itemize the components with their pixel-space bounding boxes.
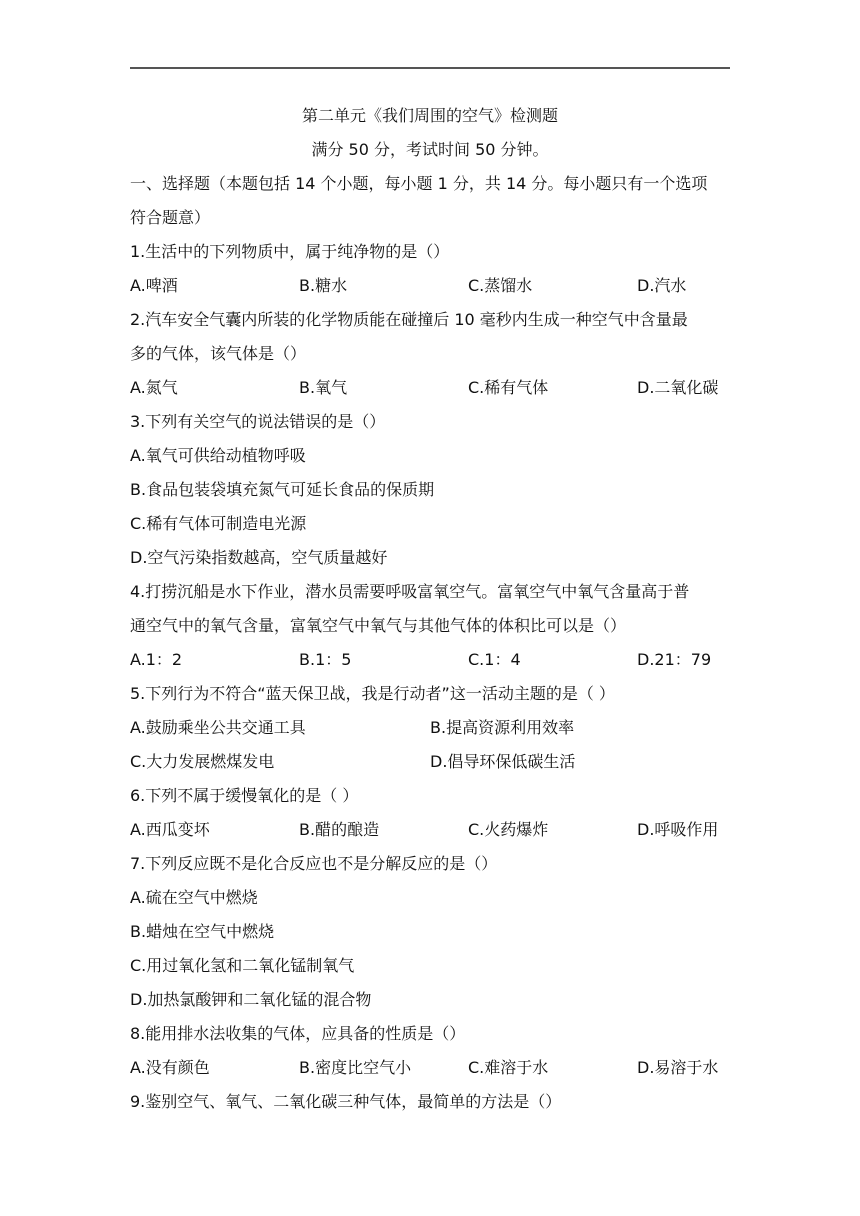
document-body (130, 101, 730, 1121)
option-c: C.蒸馏水 (468, 276, 533, 295)
question-7: 7.下列反应既不是化合反应也不是分解反应的是（） (130, 854, 498, 873)
option-d: D.加热氯酸钾和二氧化锰的混合物 (130, 990, 372, 1009)
option-a: A.硫在空气中燃烧 (130, 888, 258, 907)
exam-info: 满分 50 分，考试时间 50 分钟。 (311, 140, 549, 159)
option-a: A.没有颜色 (130, 1058, 210, 1077)
option-b: B.提高资源利用效率 (430, 718, 575, 737)
question-6: 6.下列不属于缓慢氧化的是（ ） (130, 786, 359, 805)
section-heading-cont: 符合题意） (130, 208, 211, 227)
question-8: 8.能用排水法收集的气体，应具备的性质是（） (130, 1024, 466, 1043)
question-5-options-row1 (130, 713, 730, 747)
option-b: B.密度比空气小 (299, 1058, 412, 1077)
option-a: A.1：2 (130, 650, 183, 669)
option-c: C.火药爆炸 (468, 820, 549, 839)
option-c: C.稀有气体 (468, 378, 549, 397)
question-5: 5.下列行为不符合“蓝天保卫战，我是行动者”这一活动主题的是（ ） (130, 684, 615, 703)
option-d: D.汽水 (637, 276, 687, 295)
question-6-options (130, 815, 730, 849)
question-4-cont: 通空气中的氧气含量，富氧空气中氧气与其他气体的体积比可以是（） (130, 616, 627, 635)
question-1: 1.生活中的下列物质中，属于纯净物的是（） (130, 242, 450, 261)
option-d: D.空气污染指数越高，空气质量越好 (130, 548, 388, 567)
option-b: B.醋的酿造 (299, 820, 380, 839)
option-d: D.二氧化碳 (637, 378, 719, 397)
question-4-options (130, 645, 730, 679)
option-a: A.氧气可供给动植物呼吸 (130, 446, 306, 465)
option-c: C.难溶于水 (468, 1058, 549, 1077)
question-8-options (130, 1053, 730, 1087)
header-rule (130, 67, 730, 69)
option-c: C.用过氧化氢和二氧化锰制氧气 (130, 956, 355, 975)
option-b: B.1：5 (299, 650, 352, 669)
option-b: B.糖水 (299, 276, 348, 295)
option-d: D.易溶于水 (637, 1058, 719, 1077)
option-c: C.稀有气体可制造电光源 (130, 514, 307, 533)
option-b: B.食品包装袋填充氮气可延长食品的保质期 (130, 480, 435, 499)
option-b: B.蜡烛在空气中燃烧 (130, 922, 275, 941)
question-4: 4.打捞沉船是水下作业，潜水员需要呼吸富氧空气。富氧空气中氧气含量高于普 (130, 582, 690, 601)
question-9: 9.鉴别空气、氧气、二氧化碳三种气体，最简单的方法是（） (130, 1092, 562, 1111)
question-2-cont: 多的气体，该气体是（） (130, 344, 307, 363)
section-heading: 一、选择题（本题包括 14 个小题，每小题 1 分，共 14 分。每小题只有一个选项 (130, 174, 708, 193)
question-1-options (130, 271, 730, 305)
option-c: C.1：4 (468, 650, 521, 669)
option-d: D.呼吸作用 (637, 820, 719, 839)
option-a: A.啤酒 (130, 276, 178, 295)
option-a: A.西瓜变坏 (130, 820, 210, 839)
option-a: A.氮气 (130, 378, 178, 397)
option-a: A.鼓励乘坐公共交通工具 (130, 718, 306, 737)
question-3: 3.下列有关空气的说法错误的是（） (130, 412, 386, 431)
option-d: D.21：79 (637, 650, 712, 669)
document-title: 第二单元《我们周围的空气》检测题 (301, 106, 558, 125)
option-d: D.倡导环保低碳生活 (430, 752, 576, 771)
question-5-options-row2 (130, 747, 730, 781)
option-c: C.大力发展燃煤发电 (130, 752, 275, 771)
question-2-options (130, 373, 730, 407)
option-b: B.氧气 (299, 378, 348, 397)
question-2: 2.汽车安全气囊内所装的化学物质能在碰撞后 10 毫秒内生成一种空气中含量最 (130, 310, 688, 329)
